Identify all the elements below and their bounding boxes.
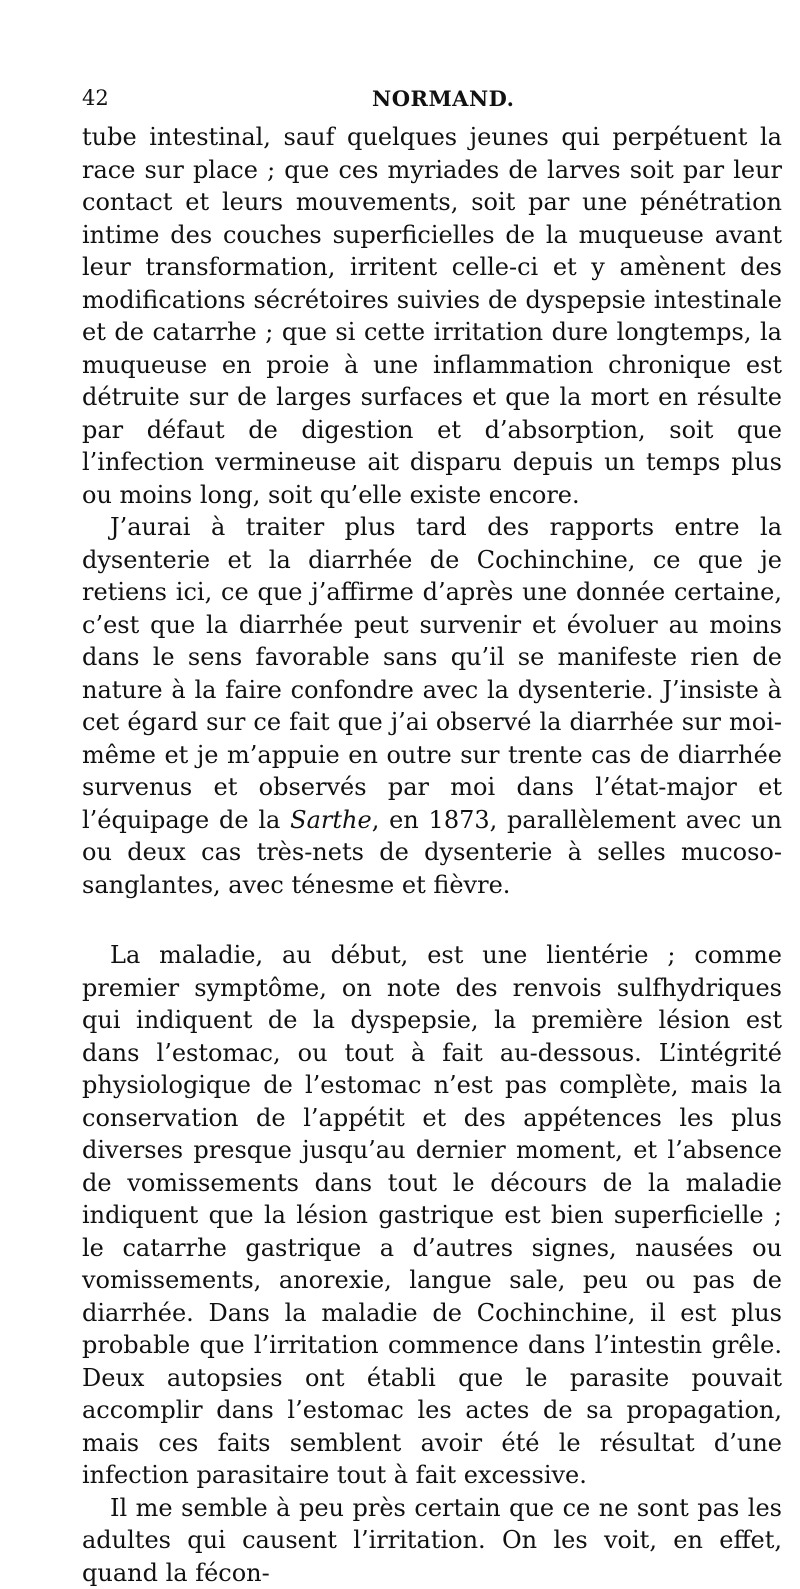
- paragraph-4: Il me semble à peu près certain que ce ne sont pas les adultes qui causent l’irritation. On les voit, en effet, quand la fécon-: [82, 1492, 782, 1589]
- running-head: NORMAND.: [372, 86, 514, 111]
- paragraph-3: La maladie, au début, est une lientérie ; comme premier symptôme, on note des renvois sulfhydriques qui indiquent de la dyspepsie, la première lésion est dans l’estomac, ou tout à fait au-dessous. L’intégrité physiologique de l’estomac n’est pas complète, mais la conservation de l’appétit et des appétences les plus diverses presque jusqu’au dernier moment, et l’absence de vomissements dans tout le décours de la maladie indiquent que la lésion gastrique est bien superficielle ; le catarrhe gastrique a d’autres signes, nausées ou vomissements, anorexie, langue sale, peu ou pas de diarrhée. Dans la maladie de Cochinchine, il est plus probable que l’irritation commence dans l’intestin grêle. Deux autopsies ont établi que le parasite pouvait accomplir dans l’estomac les actes de sa propagation, mais ces faits semblent avoir été le résultat d’une infection parasitaire tout à fait excessive.: [82, 939, 782, 1492]
- paragraph-2-text-after: , en 1873, parallèlement avec un ou deux cas très-nets de dysenterie à selles mucoso-sanglantes, avec ténesme et fièvre.: [82, 806, 782, 899]
- ship-name-italic: Sarthe: [290, 806, 372, 834]
- paragraph-2: [82, 511, 782, 901]
- paragraph-1: tube intestinal, sauf quelques jeunes qui perpétuent la race sur place ; que ces myriades de larves soit par leur contact et leurs mouvements, soit par une pénétration intime des couches superficielles de la muqueuse avant leur transformation, irritent celle-ci et y amènent des modifications sécrétoires suivies de dyspepsie intestinale et de catarrhe ; que si cette irritation dure longtemps, la muqueuse en proie à une inflammation chronique est détruite sur de larges surfaces et que la mort en résulte par défaut de digestion et d’absorption, soit que l’infection vermineuse ait disparu depuis un temps plus ou moins long, soit qu’elle existe encore.: [82, 121, 782, 511]
- page-number: 42: [82, 86, 109, 110]
- paragraph-2-text-before: J’aurai à traiter plus tard des rapports entre la dysenterie et la diarrhée de Cochinchine, ce que je retiens ici, ce que j’affirme d’après une donnée certaine, c’est que la diarrhée peut survenir et évoluer au moins dans le sens favorable sans qu’il se manifeste rien de nature à la faire confondre avec la dysenterie. J’insiste à cet égard sur ce fait que j’ai observé la diarrhée sur moi-même et je m’appuie en outre sur trente cas de diarrhée survenus et observés par moi dans l’état-major et l’équipage de la: [82, 513, 782, 834]
- page-header: [82, 86, 782, 116]
- page-body: [82, 121, 782, 1589]
